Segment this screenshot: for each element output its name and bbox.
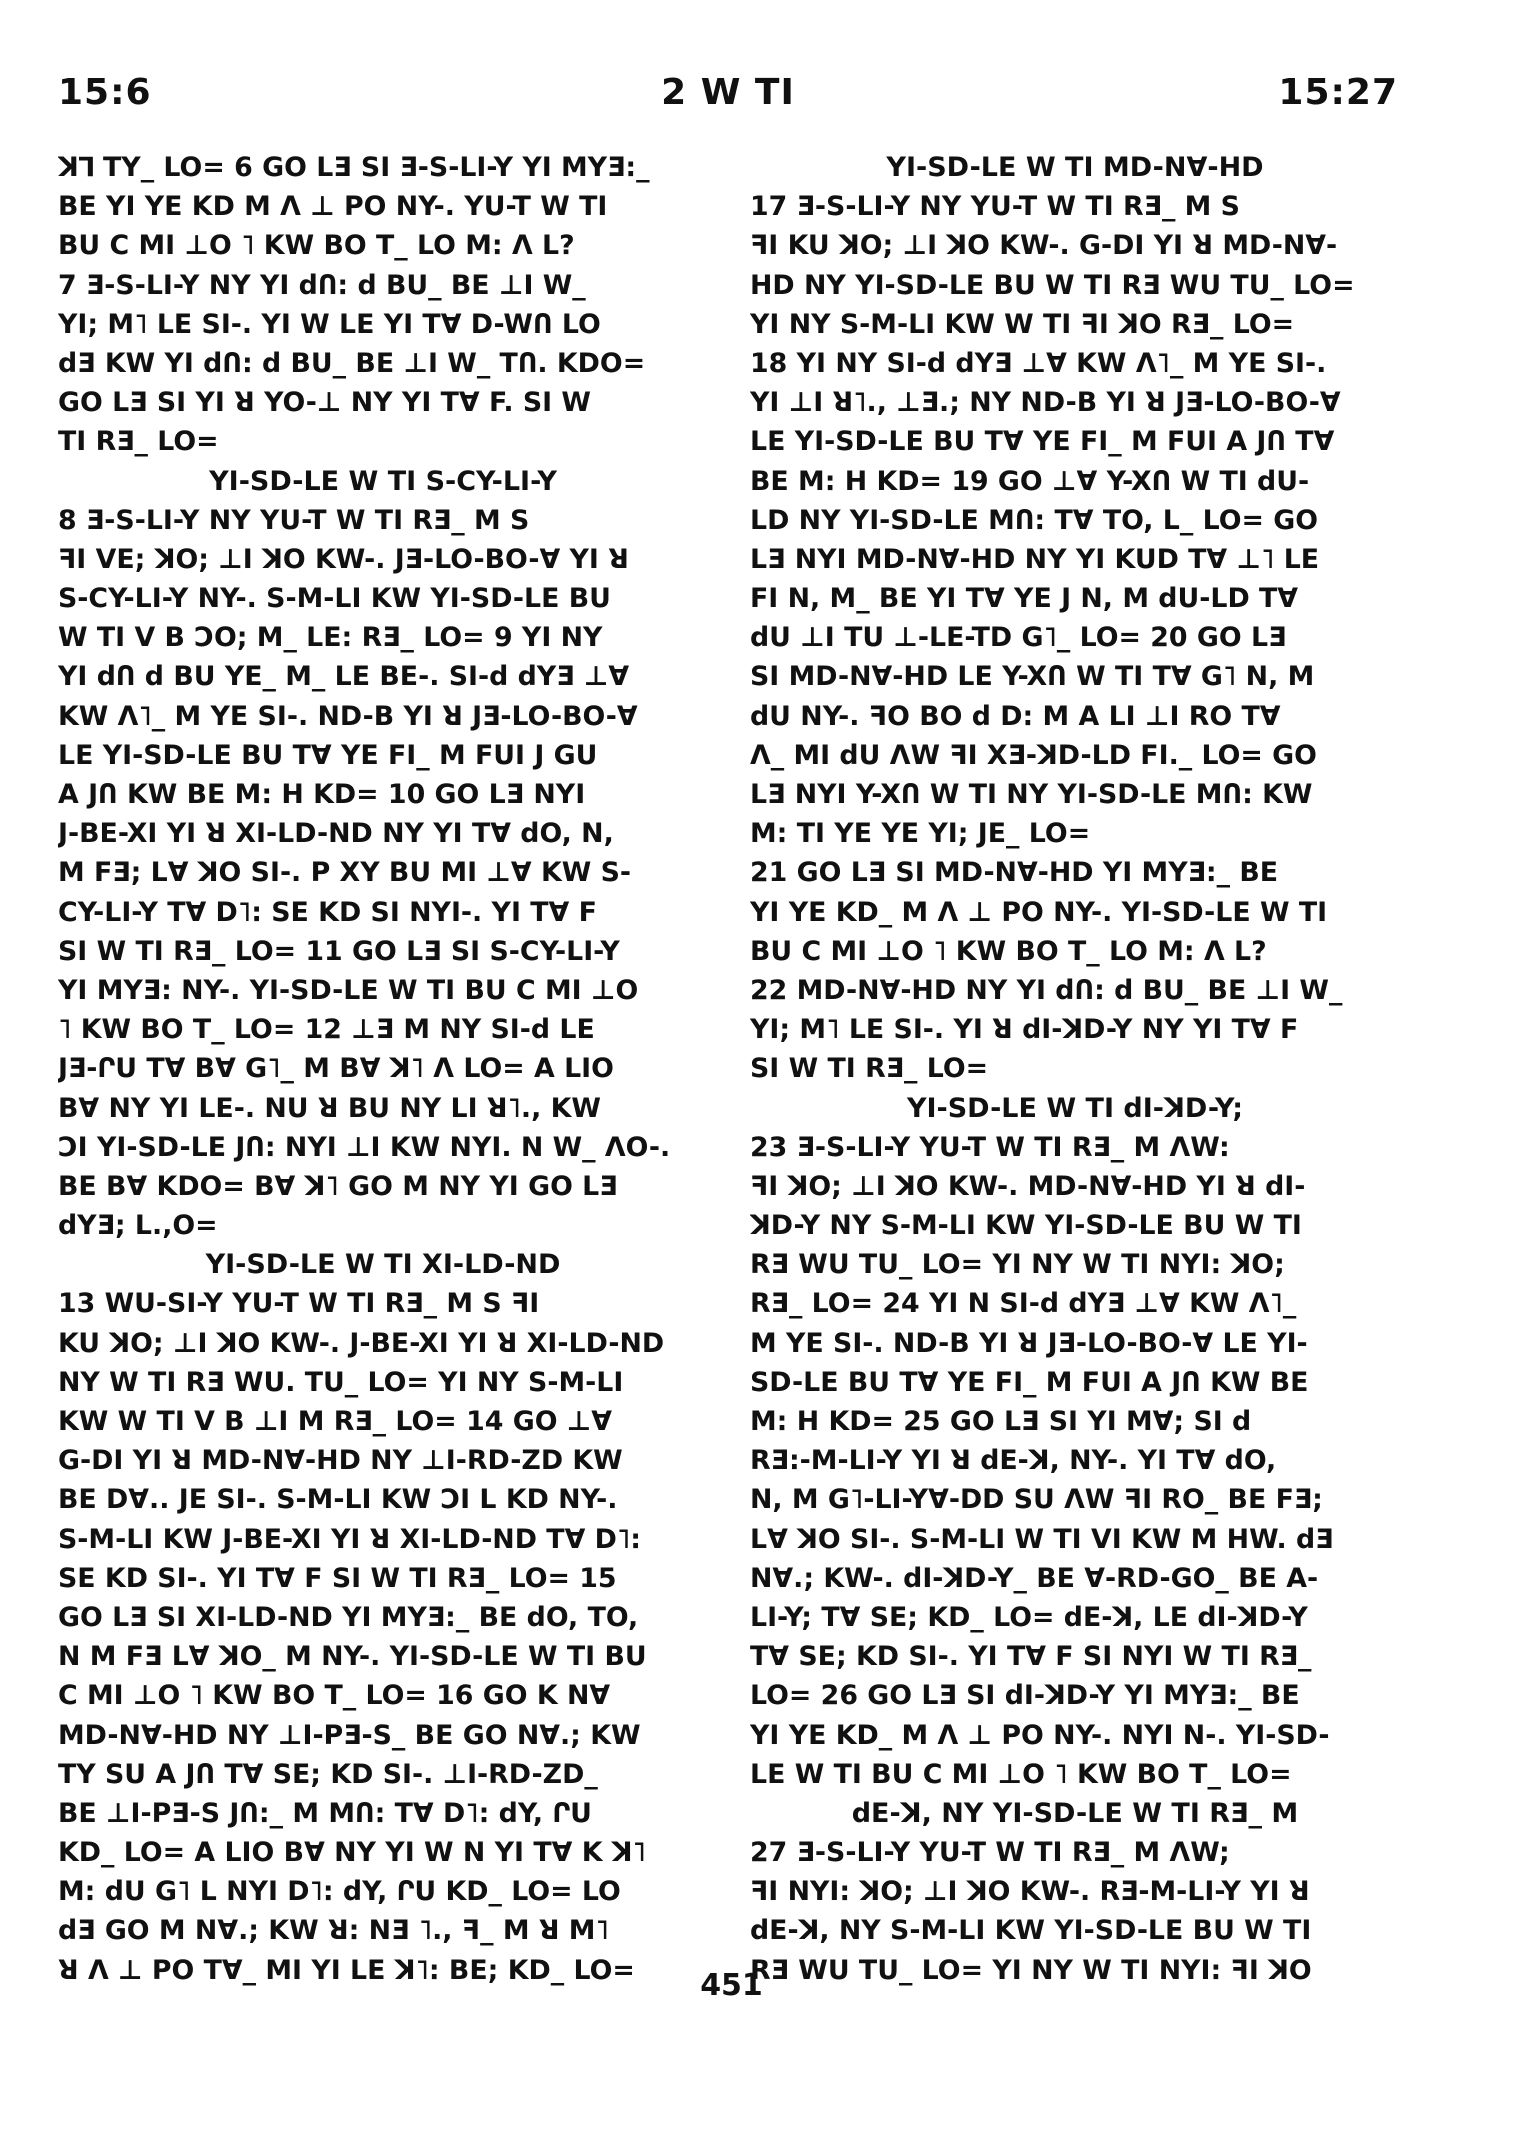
text-line: M: dU G˥ L NYI D˥: dY, ՐU KD_ LO= LO <box>58 1876 621 1908</box>
text-line: C MI ⊥O ˥ KW BO T_ LO= 16 GO K NⱯ <box>58 1680 611 1712</box>
section-heading: dE-ꓘ, NY YI-SD-LE W TI RƎ_ M <box>851 1797 1299 1829</box>
text-line: NY W TI RƎ WU. TU_ LO= YI NY S-M-LI <box>58 1366 624 1398</box>
text-line: LI-Y; TⱯ SE; KD_ LO= dE-ꓘ, LE dI-ꓘD-Y <box>750 1601 1308 1633</box>
text-line: YI dՈ d BU YE_ M_ LE BE-. SI-d dYƎ ⊥Ɐ <box>58 661 630 693</box>
text-line: ꓘꓶ TY_ LO= 6 GO LƎ SI Ǝ-S-LI-Y YI MYƎ:_ <box>58 152 650 183</box>
section-heading: YI-SD-LE W TI XI-LD-ND <box>205 1249 561 1281</box>
text-line: CY-LI-Y TⱯ D˥: SE KD SI NYI-. YI TⱯ F <box>58 896 597 928</box>
text-line: G-DI YI ꓤ MD-NⱯ-HD NY ⊥I-RD-ZD KW <box>58 1445 623 1477</box>
text-line: ƆI YI-SD-LE JՈ: NYI ⊥I KW NYI. N W_ ΛO-. <box>58 1131 671 1163</box>
right-text-column <box>750 148 1400 1990</box>
text-line: FI N, M_ BE YI TⱯ YE J N, M dU-LD TⱯ <box>750 583 1299 615</box>
text-line: TY SU A JՈ TⱯ SE; KD SI-. ⊥I-RD-ZD_ <box>58 1758 598 1790</box>
chapter-verse-end: 15:27 <box>1278 72 1398 113</box>
text-line: M FƎ; LⱯ ꓘO SI-. P XY BU MI ⊥Ɐ KW S- <box>58 857 632 889</box>
text-line: M YE SI-. ND-B YI ꓤ JƎ-LO-BO-Ɐ LE YI- <box>750 1327 1308 1359</box>
section-heading: YI-SD-LE W TI MD-NⱯ-HD <box>886 152 1264 183</box>
text-line: GO LƎ SI XI-LD-ND YI MYƎ:_ BE dO, TO, <box>58 1601 639 1633</box>
text-line: 27 Ǝ-S-LI-Y YU-T W TI RƎ_ M ΛW; <box>750 1837 1230 1869</box>
book-title: 2 W TI <box>661 72 795 113</box>
text-line: 21 GO LƎ SI MD-NⱯ-HD YI MYƎ:_ BE <box>750 857 1279 889</box>
text-line: dU ⊥I TU ⊥-LE-TD G˥_ LO= 20 GO LƎ <box>750 622 1287 654</box>
text-line: YI YE KD_ M Λ ⊥ PO NY-. YI-SD-LE W TI <box>750 896 1328 928</box>
text-line: dƎ KW YI dՈ: d BU_ BE ⊥I W_ TՈ. KDO= <box>58 347 646 379</box>
text-line: LⱯ ꓘO SI-. S-M-LI W TI VI KW M HW. dƎ <box>750 1523 1334 1555</box>
text-line: BE BⱯ KDO= BⱯ ꓘ˥ GO M NY YI GO LƎ <box>58 1170 618 1202</box>
text-line: MD-NⱯ-HD NY ⊥I-PƎ-S_ BE GO NⱯ.; KW <box>58 1719 641 1751</box>
text-line: ꓤ Λ ⊥ PO TⱯ_ MI YI LE ꓘ˥: BE; KD_ LO= <box>58 1954 635 1986</box>
text-line: N M FƎ LⱯ ꓘO_ M NY-. YI-SD-LE W TI BU <box>58 1641 647 1673</box>
text-line: 7 Ǝ-S-LI-Y NY YI dՈ: d BU_ BE ⊥I W_ <box>58 269 586 301</box>
text-line: J-BE-XI YI ꓤ XI-LD-ND NY YI TⱯ dO, N, <box>58 818 614 850</box>
text-line: JƎ-ՐU TⱯ BⱯ G˥_ M BⱯ ꓘ˥ Λ LO= A LIO <box>58 1053 614 1085</box>
text-line: BE DⱯ.. JE SI-. S-M-LI KW ƆI L KD NY-. <box>58 1484 618 1516</box>
text-line: M: TI YE YE YI; JE_ LO= <box>750 818 1091 850</box>
running-head <box>58 72 1398 116</box>
text-line: LO= 26 GO LƎ SI dI-ꓘD-Y YI MYƎ:_ BE <box>750 1680 1300 1712</box>
text-line: TI RƎ_ LO= <box>58 426 219 458</box>
text-line: RƎ:-M-LI-Y YI ꓤ dE-ꓘ, NY-. YI TⱯ dO, <box>750 1445 1277 1477</box>
text-line: S-CY-LI-Y NY-. S-M-LI KW YI-SD-LE BU <box>58 583 611 615</box>
text-line: ꟻI ꓘO; ⊥I ꓘO KW-. MD-NⱯ-HD YI ꓤ dI- <box>750 1170 1306 1202</box>
text-line: YI ⊥I ꓤ˥., ⊥Ǝ.; NY ND-B YI ꓤ JƎ-LO-BO-Ɐ <box>750 387 1341 419</box>
text-line: 13 WU-SI-Y YU-T W TI RƎ_ M S ꟻI <box>58 1288 540 1320</box>
text-line: NⱯ.; KW-. dI-ꓘD-Y_ BE Ɐ-RD-GO_ BE A- <box>750 1562 1319 1594</box>
text-line: 18 YI NY SI-d dYƎ ⊥Ɐ KW Λ˥_ M YE SI-. <box>750 347 1327 379</box>
text-line: ꟻI VE; ꓘO; ⊥I ꓘO KW-. JƎ-LO-BO-Ɐ YI ꓤ <box>58 543 629 575</box>
text-line: YI YE KD_ M Λ ⊥ PO NY-. NYI N-. YI-SD- <box>750 1719 1330 1751</box>
left-text-column <box>58 148 708 1990</box>
text-line: ˥ KW BO T_ LO= 12 ⊥Ǝ M NY SI-d LE <box>58 1014 595 1046</box>
text-line: SI W TI RƎ_ LO= 11 GO LƎ SI S-CY-LI-Y <box>58 935 620 967</box>
text-line: BU C MI ⊥O ˥ KW BO T_ LO M: Λ L? <box>58 230 575 262</box>
text-line: 17 Ǝ-S-LI-Y NY YU-T W TI RƎ_ M S <box>750 191 1240 223</box>
text-line: A JՈ KW BE M: H KD= 10 GO LƎ NYI <box>58 779 586 810</box>
text-line: BⱯ NY YI LE-. NU ꓤ BU NY LI ꓤ˥., KW <box>58 1092 601 1124</box>
page-number: 451 <box>700 1968 763 2003</box>
text-line: TⱯ SE; KD SI-. YI TⱯ F SI NYI W TI RƎ_ <box>750 1641 1312 1673</box>
text-line: LƎ NYI MD-NⱯ-HD NY YI KUD TⱯ ⊥˥ LE <box>750 543 1320 575</box>
text-line: KW Λ˥_ M YE SI-. ND-B YI ꓤ JƎ-LO-BO-Ɐ <box>58 700 638 732</box>
text-line: dYƎ; L.,O= <box>58 1210 218 1242</box>
text-line: dU NY-. ꟻO BO d D: M A LI ⊥I RO TⱯ <box>750 700 1281 732</box>
text-line: GO LƎ SI YI ꓤ YO-⊥ NY YI TⱯ F. SI W <box>58 387 591 419</box>
text-line: SD-LE BU TⱯ YE FI_ M FUI A JՈ KW BE <box>750 1366 1309 1398</box>
text-line: Λ_ MI dU ΛW ꟻI XƎ-ꓘD-LD FI._ LO= GO <box>750 739 1317 771</box>
text-line: BE ⊥I-PƎ-S JՈ:_ M MՈ: TⱯ D˥: dY, ՐU <box>58 1797 592 1829</box>
text-line: KW W TI V B ⊥I M RƎ_ LO= 14 GO ⊥Ɐ <box>58 1406 613 1437</box>
text-line: ꟻI NYI: ꓘO; ⊥I ꓘO KW-. RƎ-M-LI-Y YI ꓤ <box>750 1876 1310 1908</box>
text-line: KD_ LO= A LIO BⱯ NY YI W N YI TⱯ K ꓘ˥ <box>58 1837 646 1869</box>
text-line: 22 MD-NⱯ-HD NY YI dՈ: d BU_ BE ⊥I W_ <box>750 974 1343 1006</box>
text-line: LƎ NYI Y-XՈ W TI NY YI-SD-LE MՈ: KW <box>750 779 1313 810</box>
section-heading: YI-SD-LE W TI dI-ꓘD-Y; <box>906 1092 1244 1124</box>
text-line: LE YI-SD-LE BU TⱯ YE FI_ M FUI J GU <box>58 739 598 771</box>
text-line: ꓘD-Y NY S-M-LI KW YI-SD-LE BU W TI <box>750 1210 1302 1242</box>
text-line: KU ꓘO; ⊥I ꓘO KW-. J-BE-XI YI ꓤ XI-LD-ND <box>58 1327 665 1359</box>
text-line: 23 Ǝ-S-LI-Y YU-T W TI RƎ_ M ΛW: <box>750 1131 1230 1163</box>
text-line: SE KD SI-. YI TⱯ F SI W TI RƎ_ LO= 15 <box>58 1562 617 1594</box>
text-line: M: H KD= 25 GO LƎ SI YI MⱯ; SI d <box>750 1406 1252 1437</box>
text-line: dƎ GO M NⱯ.; KW ꓤ: NƎ ˥., ꟻ_ M ꓤ M˥ <box>58 1915 609 1947</box>
text-line: BE YI YE KD M Λ ⊥ PO NY-. YU-T W TI <box>58 191 608 223</box>
chapter-verse-start: 15:6 <box>58 72 152 113</box>
text-line: S-M-LI KW J-BE-XI YI ꓤ XI-LD-ND TⱯ D˥: <box>58 1523 642 1555</box>
text-line: W TI V B ƆO; M_ LE: RƎ_ LO= 9 YI NY <box>58 622 603 654</box>
section-heading: YI-SD-LE W TI S-CY-LI-Y <box>209 465 557 497</box>
text-line: N, M G˥-LI-YⱯ-DD SU ΛW ꟻI RO_ BE FƎ; <box>750 1484 1323 1516</box>
text-line: YI; M˥ LE SI-. YI W LE YI TⱯ D-WՈ LO <box>58 308 601 340</box>
text-line: LD NY YI-SD-LE MՈ: TⱯ TO, L_ LO= GO <box>750 504 1319 536</box>
text-line: BE M: H KD= 19 GO ⊥Ɐ Y-XՈ W TI dU- <box>750 465 1310 497</box>
text-line: RƎ WU TU_ LO= YI NY W TI NYI: ꟻI ꓘO <box>750 1954 1312 1986</box>
text-line: HD NY YI-SD-LE BU W TI RƎ WU TU_ LO= <box>750 269 1355 301</box>
text-line: SI W TI RƎ_ LO= <box>750 1053 989 1085</box>
text-line: LE W TI BU C MI ⊥O ˥ KW BO T_ LO= <box>750 1758 1292 1790</box>
text-line: RƎ_ LO= 24 YI N SI-d dYƎ ⊥Ɐ KW Λ˥_ <box>750 1288 1297 1320</box>
text-line: RƎ WU TU_ LO= YI NY W TI NYI: ꓘO; <box>750 1249 1285 1281</box>
text-line: YI NY S-M-LI KW W TI ꟻI ꓘO RƎ_ LO= <box>750 308 1295 340</box>
text-line: YI; M˥ LE SI-. YI ꓤ dI-ꓘD-Y NY YI TⱯ F <box>750 1014 1299 1046</box>
text-line: YI MYƎ: NY-. YI-SD-LE W TI BU C MI ⊥O <box>58 974 639 1006</box>
text-line: SI MD-NⱯ-HD LE Y-XՈ W TI TⱯ G˥ N, M <box>750 661 1315 693</box>
text-line: ꟻI KU ꓘO; ⊥I ꓘO KW-. G-DI YI ꓤ MD-NⱯ- <box>750 230 1338 262</box>
text-line: LE YI-SD-LE BU TⱯ YE FI_ M FUI A JՈ TⱯ <box>750 426 1335 458</box>
text-line: dE-ꓘ, NY S-M-LI KW YI-SD-LE BU W TI <box>750 1915 1312 1947</box>
text-line: 8 Ǝ-S-LI-Y NY YU-T W TI RƎ_ M S <box>58 504 530 536</box>
text-line: BU C MI ⊥O ˥ KW BO T_ LO M: Λ L? <box>750 935 1267 967</box>
